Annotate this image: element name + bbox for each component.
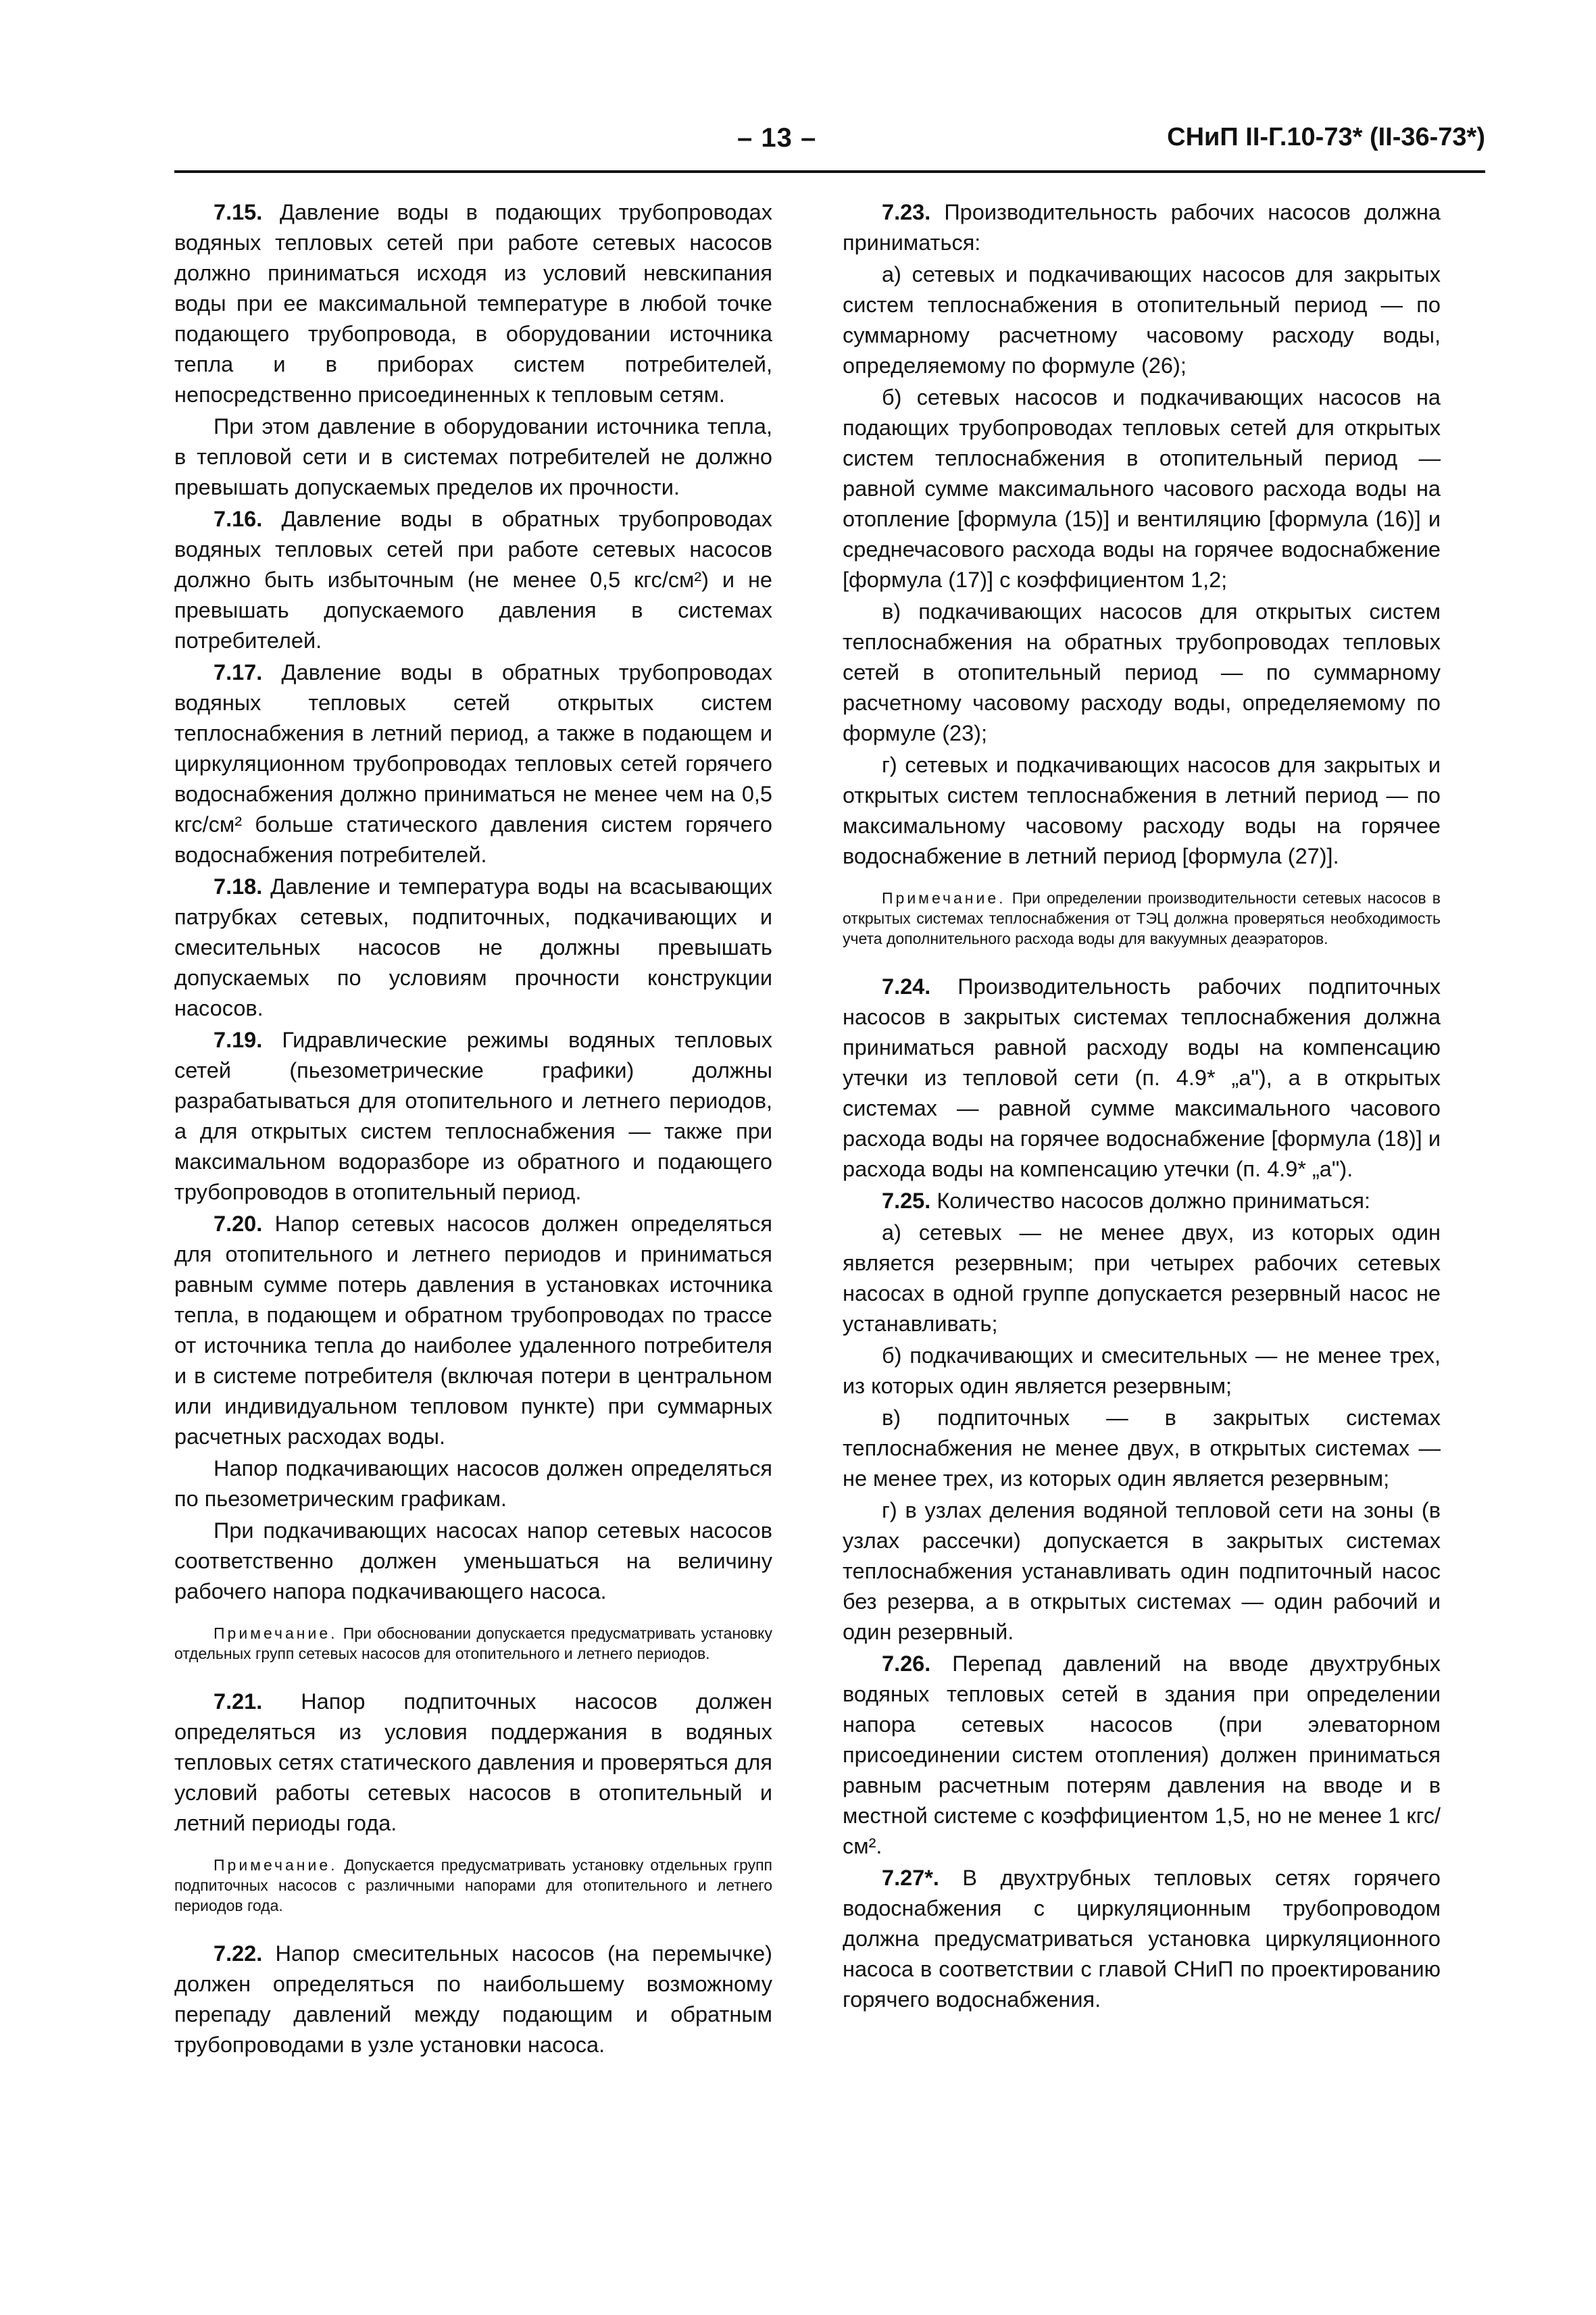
- clause-number: 7.20.: [214, 1212, 263, 1236]
- document-code: СНиП II-Г.10-73* (II-36-73*): [1167, 123, 1485, 151]
- clause-paragraph: [174, 197, 772, 410]
- clause-paragraph: [174, 1025, 772, 1208]
- paragraph-text: В двухтрубных тепловых сетях горячего водоснабжения с циркуляционным трубопроводом должна предусматриваться установка циркуляционного насоса в соответствии с главой СНиП по проектированию горячего водоснабжения.: [843, 1866, 1441, 2012]
- clause-number: 7.22.: [214, 1941, 263, 1966]
- paragraph-text: Перепад давлений на вводе двухтрубных водяных тепловых сетей в здания при определении напора сетевых насосов (при элеваторном присоединении систем отопления) должен приниматься равным расчетным потерям давления на вводе и в местной системе с коэффициентом 1,5, но не менее 1 кгс/см².: [843, 1651, 1441, 1858]
- right-column: [843, 197, 1441, 2016]
- left-column: [174, 197, 772, 2062]
- clause-number: 7.18.: [214, 874, 263, 899]
- paragraph-text: в) подкачивающих насосов для открытых систем теплоснабжения на обратных трубопроводах тепловых сетей в отопительный период — по суммарному расчетному часовому расходу воды, определяемому по формуле (23);: [843, 599, 1441, 745]
- paragraph-text: Напор подкачивающих насосов должен определяться по пьезометрическим графикам.: [174, 1456, 772, 1511]
- list-item: [843, 750, 1441, 872]
- paragraph-text: Давление воды в подающих трубопроводах водяных тепловых сетей при работе сетевых насосов должно приниматься исходя из условий невскипания воды при ее максимальной температуре в любой точке подающего трубопровода, в оборудовании источника тепла и в приборах систем потребителей, непосредственно присоединенных к тепловым сетям.: [174, 200, 772, 407]
- clause-number: 7.19.: [214, 1028, 263, 1052]
- note-label: Примечание.: [214, 1856, 338, 1874]
- paragraph-text: При этом давление в оборудовании источника тепла, в тепловой сети и в системах потребителей не должно превышать допускаемых пределов их прочности.: [174, 414, 772, 499]
- clause-paragraph: [174, 504, 772, 656]
- paragraph-text: Давление и температура воды на всасывающих патрубках сетевых, подпиточных, подкачивающих и смесительных насосов не должны превышать допускаемых по условиям прочности конструкции насосов.: [174, 874, 772, 1020]
- clause-paragraph: [174, 1687, 772, 1839]
- list-item: [843, 1341, 1441, 1401]
- clause-number: 7.25.: [882, 1189, 931, 1213]
- clause-paragraph: [174, 872, 772, 1024]
- clause-number: 7.27*.: [882, 1866, 939, 1890]
- paragraph-text: Производительность рабочих насосов должна приниматься:: [843, 200, 1441, 255]
- paragraph-text: Напор смесительных насосов (на перемычке) должен определяться по наибольшему возможному перепаду давлений между подающим и обратным трубопроводами в узле установки насоса.: [174, 1941, 772, 2057]
- list-item: [843, 597, 1441, 749]
- paragraph-text: Напор сетевых насосов должен определяться для отопительного и летнего периодов и приниматься равным сумме потерь давления в установках источника тепла, в подающем и обратном трубопроводах по трассе от источника тепла до наиболее удаленного потребителя и в системе потребителя (включая потери в центральном или индивидуальном тепловом пункте) при суммарных расчетных расходах воды.: [174, 1212, 772, 1449]
- list-item: [843, 1218, 1441, 1339]
- clause-paragraph: [174, 1516, 772, 1607]
- paragraph-text: Гидравлические режимы водяных тепловых сетей (пьезометрические графики) должны разрабатываться для отопительного и летнего периодов, а для открытых систем теплоснабжения — также при максимальном водоразборе из обратного и подающего трубопроводов в отопительный период.: [174, 1028, 772, 1204]
- page-number: – 13 –: [737, 123, 817, 153]
- clause-paragraph: [174, 1209, 772, 1452]
- page-header: [174, 123, 1485, 164]
- clause-paragraph: [174, 412, 772, 503]
- paragraph-text: г) сетевых и подкачивающих насосов для закрытых и открытых систем теплоснабжения в летний период — по максимальному часовому расходу воды на горячее водоснабжение в летний период [формула (27)].: [843, 753, 1441, 868]
- paragraph-text: б) подкачивающих и смесительных — не менее трех, из которых один является резервным;: [843, 1343, 1441, 1398]
- clause-number: 7.24.: [882, 974, 931, 999]
- clause-number: 7.26.: [882, 1651, 931, 1676]
- clause-paragraph: [843, 1186, 1441, 1216]
- paragraph-text: Давление воды в обратных трубопроводах водяных тепловых сетей при работе сетевых насосов должно быть избыточным (не менее 0,5 кгс/см²) и не превышать допускаемого давления в системах потребителей.: [174, 507, 772, 653]
- paragraph-text: При определении производительности сетевых насосов в открытых системах теплоснабжения от ТЭЦ должна проверяться необходимость учета дополнительного расхода воды для вакуумных деаэраторов.: [843, 889, 1441, 947]
- clause-paragraph: [843, 972, 1441, 1185]
- paragraph-text: Производительность рабочих подпиточных насосов в закрытых системах теплоснабжения должна приниматься равной расходу воды на компенсацию утечки из тепловой сети (п. 4.9* „а"), а в открытых системах — равной сумме максимального часового расхода воды на горячее водоснабжение [формула (18)] и расхода воды на компенсацию утечки (п. 4.9* „а").: [843, 974, 1441, 1181]
- clause-number: 7.23.: [882, 200, 931, 224]
- note-paragraph: [174, 1623, 772, 1664]
- paragraph-text: а) сетевых — не менее двух, из которых один является резервным; при четырех рабочих сетевых насосах в одной группе допускается резервный насос не устанавливать;: [843, 1220, 1441, 1336]
- clause-paragraph: [843, 1863, 1441, 2015]
- list-item: [843, 259, 1441, 381]
- list-item: [843, 1403, 1441, 1494]
- note-paragraph: [843, 888, 1441, 949]
- paragraph-text: При подкачивающих насосах напор сетевых насосов соответственно должен уменьшаться на величину рабочего напора подкачивающего насоса.: [174, 1518, 772, 1603]
- paragraph-text: Напор подпиточных насосов должен определяться из условия поддержания в водяных тепловых сетях статического давления и проверяться для условий работы сетевых насосов в отопительный и летний периоды года.: [174, 1689, 772, 1835]
- paragraph-text: Давление воды в обратных трубопроводах водяных тепловых сетей открытых систем теплоснабжения в летний период, а также в подающем и циркуляционном трубопроводах тепловых сетей горячего водоснабжения должно приниматься не менее чем на 0,5 кгс/см² больше статического давления систем горячего водоснабжения потребителей.: [174, 660, 772, 867]
- note-label: Примечание.: [882, 889, 1006, 907]
- paragraph-text: в) подпиточных — в закрытых системах теплоснабжения не менее двух, в открытых системах — не менее трех, из которых один является резервным;: [843, 1405, 1441, 1491]
- clause-paragraph: [843, 197, 1441, 258]
- note-label: Примечание.: [214, 1624, 338, 1642]
- clause-paragraph: [174, 1453, 772, 1514]
- paragraph-text: г) в узлах деления водяной тепловой сети на зоны (в узлах рассечки) допускается в закрытых системах теплоснабжения устанавливать один подпиточный насос без резерва, а в открытых системах — один рабочий и один резервный.: [843, 1498, 1441, 1644]
- clause-paragraph: [843, 1649, 1441, 1862]
- paragraph-text: Количество насосов должно приниматься:: [930, 1189, 1370, 1213]
- list-item: [843, 1495, 1441, 1647]
- clause-number: 7.16.: [214, 507, 263, 531]
- paragraph-text: При обосновании допускается предусматривать установку отдельных групп сетевых насосов для отопительного и летнего периодов.: [174, 1624, 772, 1662]
- clause-paragraph: [174, 657, 772, 870]
- note-paragraph: [174, 1855, 772, 1916]
- paragraph-text: а) сетевых и подкачивающих насосов для закрытых систем теплоснабжения в отопительный период — по суммарному расчетному часовому расходу воды, определяемому по формуле (26);: [843, 262, 1441, 378]
- clause-paragraph: [174, 1939, 772, 2060]
- clause-number: 7.15.: [214, 200, 263, 224]
- paragraph-text: Допускается предусматривать установку отдельных групп подпиточных насосов с различными напорами для отопительного и летнего периодов года.: [174, 1856, 772, 1914]
- clause-number: 7.17.: [214, 660, 263, 684]
- clause-number: 7.21.: [214, 1689, 263, 1714]
- paragraph-text: б) сетевых насосов и подкачивающих насосов на подающих трубопроводах тепловых сетей для открытых систем теплоснабжения в отопительный период — равной сумме максимального часового расхода воды на отопление [формула (15)] и вентиляцию [формула (16)] и среднечасового расхода воды на горячее водоснабжение [формула (17)] с коэффициентом 1,2;: [843, 385, 1441, 592]
- list-item: [843, 382, 1441, 595]
- header-rule: [174, 170, 1485, 173]
